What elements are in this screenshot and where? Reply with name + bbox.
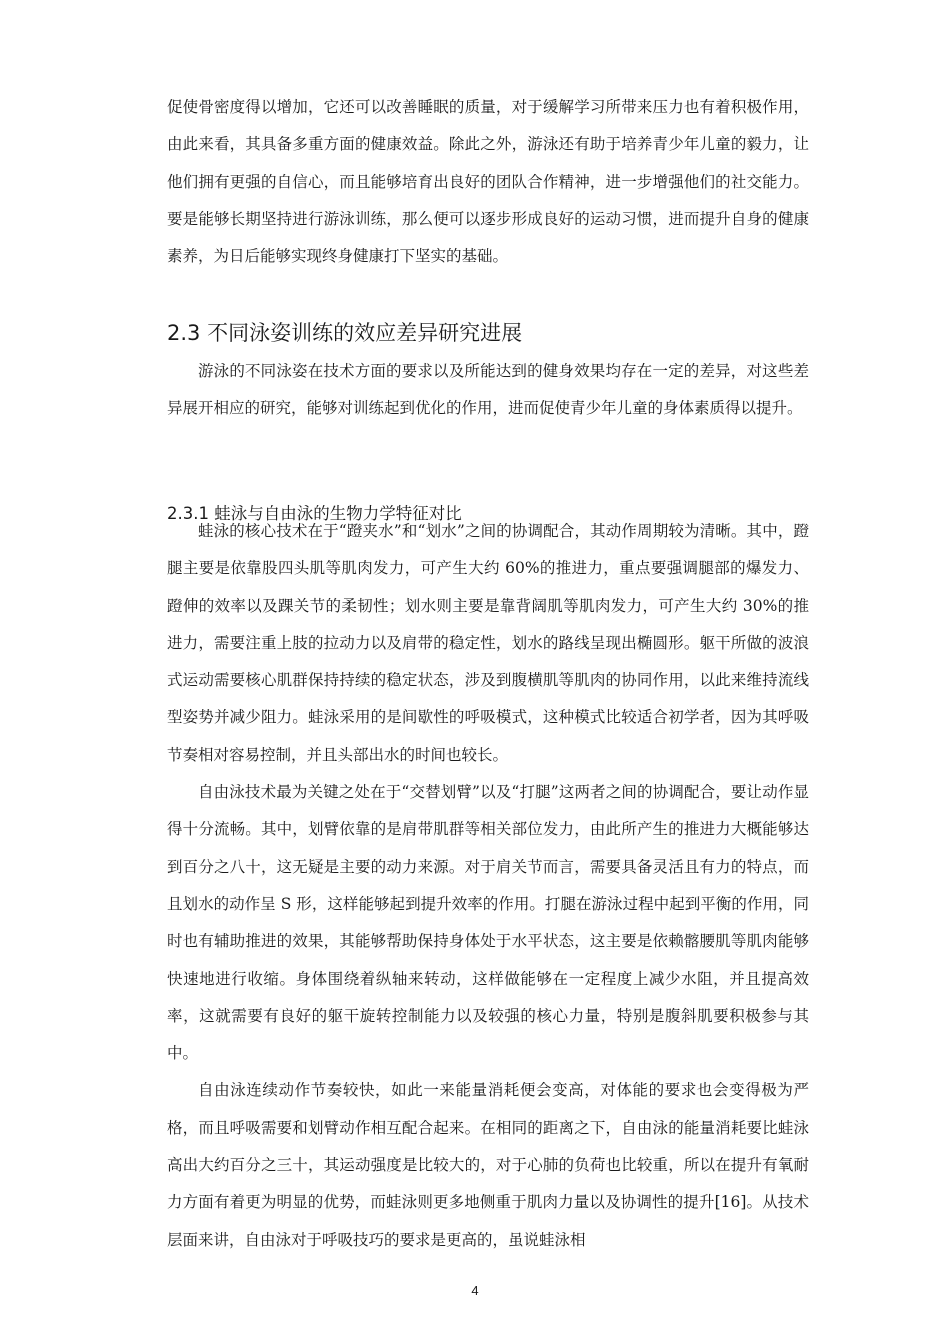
section-heading-2-3: 2.3 不同泳姿训练的效应差异研究进展 [167,321,523,346]
section-heading-2-3-1: 2.3.1 蛙泳与自由泳的生物力学特征对比 [167,503,462,523]
section-2-3-1-text-block [167,513,809,1259]
section-2-3-paragraph: 游泳的不同泳姿在技术方面的要求以及所能达到的健身效果均存在一定的差异，对这些差异展开相应的研究，能够对训练起到优化的作用，进而促使青少年儿童的身体素质得以提升。 [167,362,809,418]
energy-comparison-paragraph: 自由泳连续动作节奏较快，如此一来能量消耗便会变高，对体能的要求也会变得极为严格，而且呼吸需要和划臂动作相互配合起来。在相同的距离之下，自由泳的能量消耗要比蛙泳高出大约百分之三十，其运动强度是比较大的，对于心肺的负荷也比较重，所以在提升有氧耐力方面有着更为明显的优势，而蛙泳则更多地侧重于肌肉力量以及协调性的提升[16]。从技术层面来讲，自由泳对于呼吸技巧的要求是更高的，虽说蛙泳相 [167,1081,809,1249]
intro-paragraph: 促使骨密度得以增加，它还可以改善睡眠的质量，对于缓解学习所带来压力也有着积极作用，由此来看，其具备多重方面的健康效益。除此之外，游泳还有助于培养青少年儿童的毅力，让他们拥有更强的自信心，而且能够培育出良好的团队合作精神，进一步增强他们的社交能力。要是能够长期坚持进行游泳训练，那么便可以逐步形成良好的运动习惯，进而提升自身的健康素养，为日后能够实现终身健康打下坚实的基础。 [167,98,809,266]
breaststroke-paragraph: 蛙泳的核心技术在于“蹬夹水”和“划水”之间的协调配合，其动作周期较为清晰。其中，蹬腿主要是依靠股四头肌等肌肉发力，可产生大约 60%的推进力，重点要强调腿部的爆发力、蹬伸的效率以及踝关节的柔韧性；划水则主要是靠背阔肌等肌肉发力，可产生大约 30%的推进力，需要注重上肢的拉动力以及肩带的稳定性，划水的路线呈现出椭圆形。躯干所做的波浪式运动需要核心肌群保持持续的稳定状态，涉及到腹横肌等肌肉的协同作用，以此来维持流线型姿势并减少阻力。蛙泳采用的是间歇性的呼吸模式，这种模式比较适合初学者，因为其呼吸节奏相对容易控制，并且头部出水的时间也较长。 [167,522,809,764]
section-2-3-text-block [167,353,809,428]
page-number: 4 [471,1283,479,1298]
intro-text-block [167,89,809,275]
freestyle-paragraph: 自由泳技术最为关键之处在于“交替划臂”以及“打腿”这两者之间的协调配合，要让动作显得十分流畅。其中，划臂依靠的是肩带肌群等相关部位发力，由此所产生的推进力大概能够达到百分之八十，这无疑是主要的动力来源。对于肩关节而言，需要具备灵活且有力的特点，而且划水的动作呈 S 形，这样能够起到提升效率的作用。打腿在游泳过程中起到平衡的作用，同时也有辅助推进的效果，其能够帮助保持身体处于水平状态，这主要是依赖髂腰肌等肌肉能够快速地进行收缩。身体围绕着纵轴来转动，这样做能够在一定程度上减少水阻，并且提高效率，这就需要有良好的躯干旋转控制能力以及较强的核心力量，特别是腹斜肌要积极参与其中。 [167,783,809,1063]
